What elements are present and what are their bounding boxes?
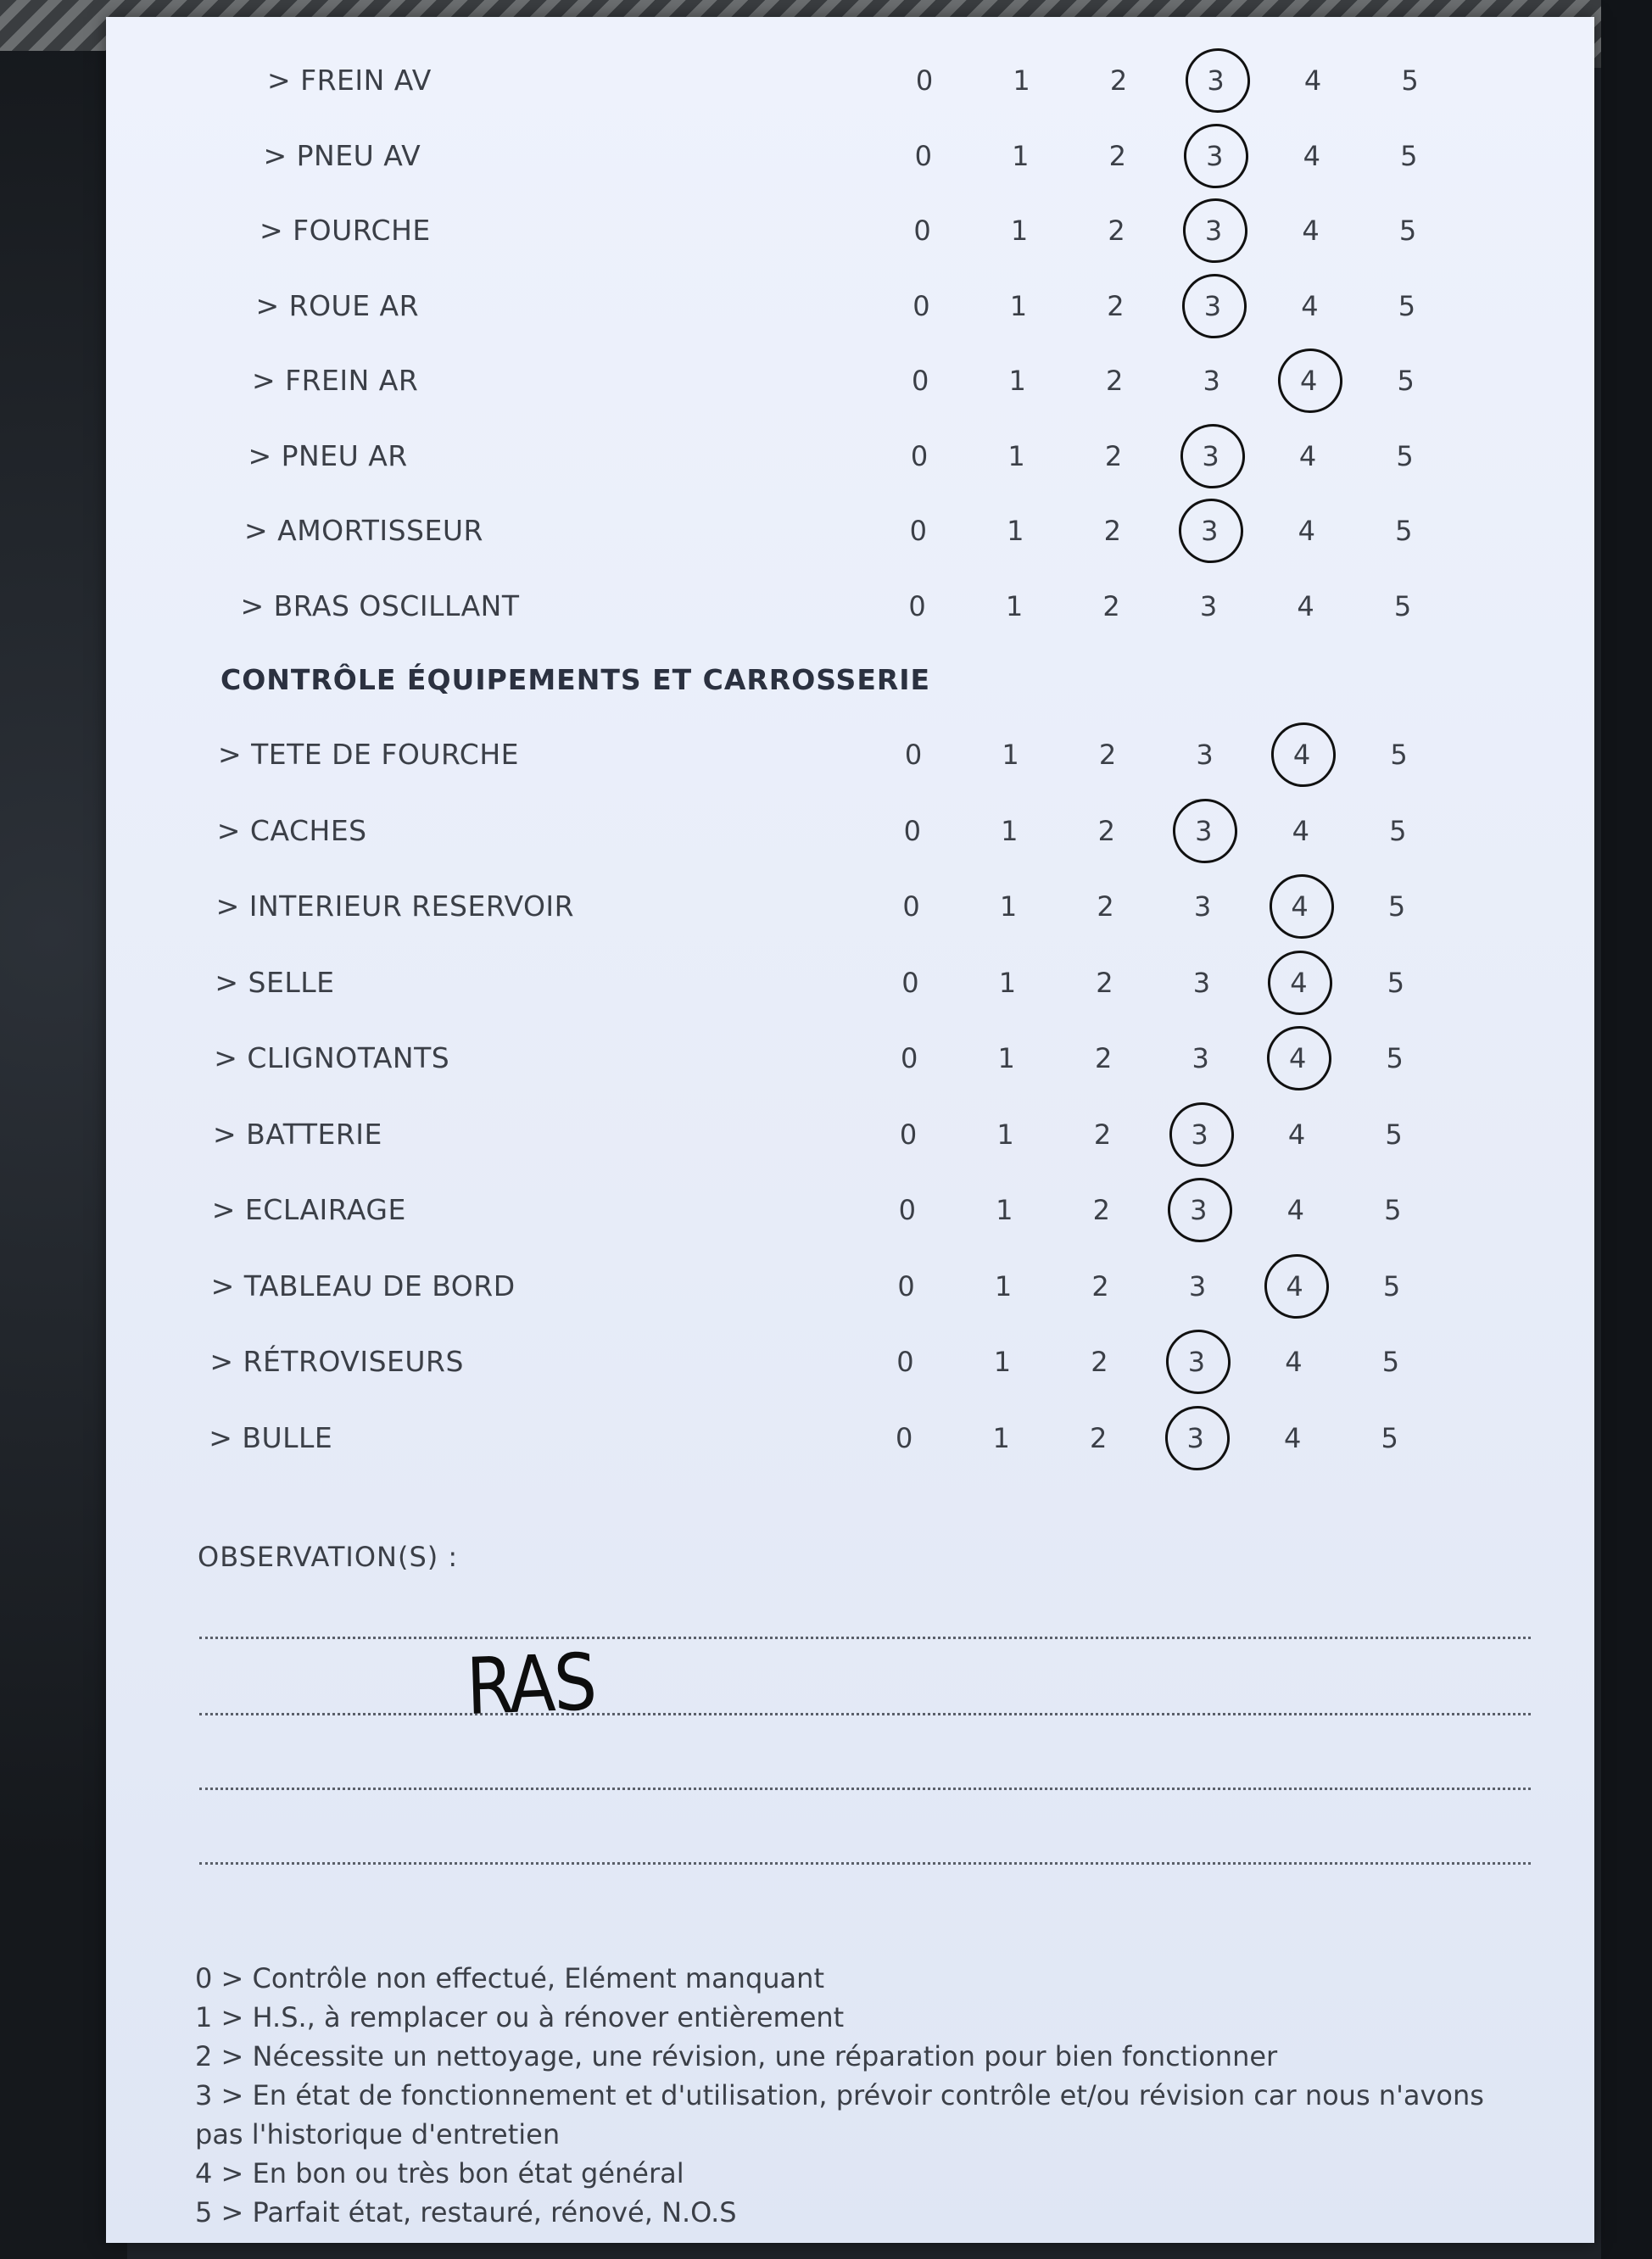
rating-option-5[interactable]: 5 [1393,589,1412,622]
rating-option-3[interactable]: 3 [1189,131,1240,181]
rating-row-label: > CLIGNOTANTS [214,1041,450,1074]
rating-option-3[interactable]: 3 [1173,1185,1224,1235]
rating-row-label: > AMORTISSEUR [244,514,483,547]
rating-option-0[interactable]: 0 [897,1269,915,1302]
rating-option-1[interactable]: 1 [1001,814,1019,847]
rating-option-0[interactable]: 0 [913,289,930,322]
rating-row [106,1033,1594,1084]
rating-option-0[interactable]: 0 [908,589,926,622]
rating-option-2[interactable]: 2 [1093,1118,1112,1151]
rating-option-4[interactable]: 4 [1276,729,1327,780]
rating-row [106,205,1594,256]
rating-row-label: > BATTERIE [213,1117,382,1151]
observation-line-2 [199,1713,1531,1715]
section-title: CONTRÔLE ÉQUIPEMENTS ET CARROSSERIE [220,663,931,696]
rating-option-2[interactable]: 2 [1097,890,1114,923]
rating-option-5[interactable]: 5 [1387,890,1406,923]
rating-option-0[interactable]: 0 [903,814,921,847]
rating-option-4[interactable]: 4 [1283,355,1334,406]
rating-option-4[interactable]: 4 [1292,814,1309,847]
rating-row-label: > FREIN AR [252,364,419,397]
rating-option-0[interactable]: 0 [899,1118,918,1151]
rating-option-1[interactable]: 1 [1010,215,1029,247]
rating-row [106,505,1594,556]
rating-option-2[interactable]: 2 [1109,64,1128,97]
rating-option-1[interactable]: 1 [1008,365,1026,397]
rating-row [106,1185,1594,1235]
rating-option-5[interactable]: 5 [1384,1194,1402,1226]
rating-option-4[interactable]: 4 [1270,1261,1320,1312]
rating-option-3[interactable]: 3 [1188,205,1239,256]
rating-option-5[interactable]: 5 [1401,64,1419,97]
rating-row [106,1109,1594,1160]
rating-option-0[interactable]: 0 [913,215,931,247]
rating-option-2[interactable]: 2 [1091,1269,1109,1302]
rating-option-1[interactable]: 1 [993,1346,1012,1378]
rating-option-3[interactable]: 3 [1184,505,1235,556]
rating-option-3[interactable]: 3 [1193,890,1212,923]
rating-option-5[interactable]: 5 [1381,1346,1400,1378]
rating-row-label: > PNEU AR [248,438,408,472]
rating-option-4[interactable]: 4 [1298,439,1317,472]
rating-option-0[interactable]: 0 [909,515,927,547]
background-right [1601,0,1652,2259]
rating-option-2[interactable]: 2 [1098,739,1117,771]
rating-row-label: > RÉTROVISEURS [209,1345,464,1378]
rating-option-4[interactable]: 4 [1302,215,1320,247]
rating-row-label: > INTERIEUR RESERVOIR [215,890,575,923]
rating-option-4[interactable]: 4 [1298,515,1315,547]
inspection-sheet [106,17,1594,2243]
rating-option-2[interactable]: 2 [1108,139,1126,172]
rating-option-5[interactable]: 5 [1395,515,1413,547]
rating-row-label: > PNEU AV [263,138,421,172]
rating-option-5[interactable]: 5 [1390,739,1408,771]
rating-row-label: > ROUE AR [255,288,420,322]
rating-option-2[interactable]: 2 [1091,1346,1108,1378]
rating-row-label: > BRAS OSCILLANT [240,588,520,622]
rating-option-4[interactable]: 4 [1287,1118,1306,1151]
rating-option-3[interactable]: 3 [1191,55,1242,106]
rating-row-label: > CACHES [216,813,367,847]
rating-row-label: > ECLAIRAGE [211,1193,406,1226]
rating-option-0[interactable]: 0 [901,1042,918,1074]
rating-option-5[interactable]: 5 [1398,289,1416,322]
rating-option-1[interactable]: 1 [1007,439,1025,472]
rating-option-1[interactable]: 1 [1009,289,1028,322]
rating-option-3[interactable]: 3 [1170,1413,1221,1464]
rating-option-3[interactable]: 3 [1192,1042,1209,1074]
rating-option-4[interactable]: 4 [1285,1346,1303,1378]
rating-option-5[interactable]: 5 [1382,1269,1401,1302]
rating-option-5[interactable]: 5 [1397,365,1415,397]
rating-option-2[interactable]: 2 [1095,1042,1113,1074]
rating-row [106,806,1594,856]
rating-option-2[interactable]: 2 [1107,289,1125,322]
rating-option-0[interactable]: 0 [896,1346,914,1378]
rating-option-3[interactable]: 3 [1203,365,1220,397]
rating-option-1[interactable]: 1 [999,890,1018,923]
rating-option-4[interactable]: 4 [1275,881,1326,932]
rating-row [106,1413,1594,1464]
rating-row [106,355,1594,406]
rating-row [106,881,1594,932]
rating-option-4[interactable]: 4 [1303,64,1322,97]
rating-option-3[interactable]: 3 [1178,806,1229,856]
rating-option-5[interactable]: 5 [1381,1421,1398,1454]
rating-option-1[interactable]: 1 [996,1194,1013,1226]
rating-option-2[interactable]: 2 [1090,1421,1108,1454]
rating-option-4[interactable]: 4 [1286,1194,1304,1226]
rating-option-4[interactable]: 4 [1303,139,1320,172]
rating-option-3[interactable]: 3 [1196,739,1214,771]
rating-option-1[interactable]: 1 [997,1042,1015,1074]
rating-row [106,581,1594,632]
rating-option-2[interactable]: 2 [1104,439,1123,472]
rating-option-1[interactable]: 1 [1007,515,1024,547]
rating-row [106,957,1594,1008]
observation-line-4 [199,1862,1531,1865]
rating-row [106,729,1594,780]
rating-option-3[interactable]: 3 [1199,589,1218,622]
rating-option-3[interactable]: 3 [1171,1336,1222,1387]
rating-option-2[interactable]: 2 [1096,966,1113,999]
rating-row [106,1261,1594,1312]
rating-option-5[interactable]: 5 [1385,1118,1403,1151]
rating-option-3[interactable]: 3 [1187,281,1238,332]
observation-line-3 [199,1788,1531,1790]
legend-item-4: 4 > En bon ou très bon état général [195,2157,684,2189]
rating-option-1[interactable]: 1 [1012,139,1030,172]
observations-label: OBSERVATION(S) : [198,1541,459,1573]
rating-option-1[interactable]: 1 [1013,64,1030,97]
rating-option-5[interactable]: 5 [1386,1042,1404,1074]
rating-option-5[interactable]: 5 [1396,439,1414,472]
rating-option-1[interactable]: 1 [1002,739,1019,771]
rating-option-2[interactable]: 2 [1092,1194,1110,1226]
rating-option-1[interactable]: 1 [994,1269,1013,1302]
rating-option-5[interactable]: 5 [1389,814,1407,847]
rating-option-5[interactable]: 5 [1400,139,1418,172]
rating-option-2[interactable]: 2 [1102,589,1120,622]
rating-option-5[interactable]: 5 [1387,966,1405,999]
rating-option-3[interactable]: 3 [1192,966,1211,999]
rating-option-0[interactable]: 0 [915,64,934,97]
rating-option-4[interactable]: 4 [1272,1033,1323,1084]
rating-option-0[interactable]: 0 [902,890,920,923]
rating-option-3[interactable]: 3 [1186,431,1236,482]
rating-option-1[interactable]: 1 [996,1118,1014,1151]
rating-row [106,281,1594,332]
rating-option-5[interactable]: 5 [1398,215,1417,247]
rating-row [106,1336,1594,1387]
rating-option-1[interactable]: 1 [998,966,1017,999]
rating-option-2[interactable]: 2 [1103,515,1121,547]
observation-line-1 [199,1637,1531,1639]
rating-option-0[interactable]: 0 [901,966,919,999]
rating-option-0[interactable]: 0 [898,1194,916,1226]
rating-option-4[interactable]: 4 [1301,289,1319,322]
rating-option-3[interactable]: 3 [1188,1269,1207,1302]
legend-item-2: 2 > Nécessite un nettoyage, une révision, une réparation pour bien fonctionner [195,2040,1278,2072]
rating-option-0[interactable]: 0 [896,1421,913,1454]
rating-option-0[interactable]: 0 [912,365,929,397]
rating-option-4[interactable]: 4 [1284,1421,1302,1454]
rating-option-2[interactable]: 2 [1106,365,1124,397]
rating-row-label: > SELLE [215,965,335,999]
rating-option-2[interactable]: 2 [1108,215,1125,247]
rating-row-label: > TABLEAU DE BORD [210,1269,516,1302]
rating-row-label: > TETE DE FOURCHE [218,738,519,771]
rating-option-3[interactable]: 3 [1175,1109,1225,1160]
handwritten-observation: RAS [465,1637,597,1732]
rating-option-0[interactable]: 0 [910,439,929,472]
rating-row-label: > FOURCHE [260,214,431,247]
rating-row [106,55,1594,106]
rating-option-4[interactable]: 4 [1273,957,1324,1008]
rating-option-1[interactable]: 1 [1005,589,1024,622]
legend-item-1: 1 > H.S., à remplacer ou à rénover entièrement [195,2001,845,2033]
rating-legend [195,1959,1510,2232]
rating-row [106,431,1594,482]
rating-option-2[interactable]: 2 [1097,814,1115,847]
rating-row [106,131,1594,181]
rating-option-0[interactable]: 0 [904,739,923,771]
legend-item-5: 5 > Parfait état, restauré, rénové, N.O.S [195,2196,737,2228]
rating-row-label: > FREIN AV [267,64,432,97]
rating-option-4[interactable]: 4 [1297,589,1314,622]
rating-row-label: > BULLE [209,1420,333,1454]
legend-item-0: 0 > Contrôle non effectué, Elément manquant [195,1962,824,1994]
rating-option-1[interactable]: 1 [992,1421,1010,1454]
legend-item-3: 3 > En état de fonctionnement et d'utilisation, prévoir contrôle et/ou révision car nous n'avons pas l'historique d'entretien [195,2079,1484,2150]
rating-option-0[interactable]: 0 [914,139,932,172]
